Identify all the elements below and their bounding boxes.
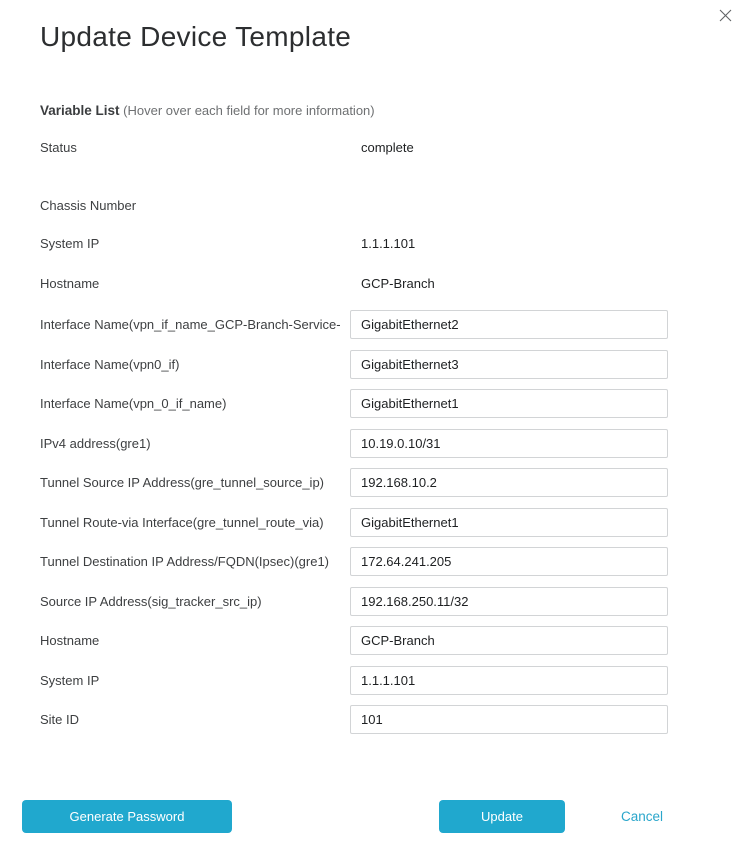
field-label: Site ID (40, 712, 80, 727)
field-row-interface-name-service (40, 310, 752, 339)
field-row-site-id (40, 705, 752, 734)
field-value: GCP-Branch (361, 275, 435, 291)
field-row-tunnel-route-via (40, 508, 752, 537)
field-row-hostname-input (40, 626, 752, 655)
hostname-input[interactable] (350, 626, 668, 655)
variable-list-title: Variable List (40, 103, 120, 118)
field-row-source-ip-tracker (40, 587, 752, 616)
interface-name-vpn-0-if-name-input[interactable] (350, 389, 668, 418)
interface-name-service-input[interactable] (350, 310, 668, 339)
site-id-input[interactable] (350, 705, 668, 734)
variable-list-hint: (Hover over each field for more information) (123, 103, 375, 118)
system-ip-input[interactable] (350, 666, 668, 695)
source-ip-tracker-input[interactable] (350, 587, 668, 616)
variable-list-header (40, 103, 752, 119)
field-row-chassis-number (40, 193, 752, 217)
field-label: Interface Name(vpn0_if) (40, 356, 180, 372)
field-row-tunnel-destination-ip (40, 547, 752, 576)
update-button[interactable]: Update (439, 800, 565, 833)
field-row-system-ip-input (40, 666, 752, 695)
field-label: Interface Name(vpn_if_name_GCP-Branch-Service- (40, 317, 341, 332)
close-icon[interactable] (716, 6, 734, 24)
field-label: IPv4 address(gre1) (40, 435, 151, 451)
field-row-system-ip (40, 231, 752, 255)
field-row-ipv4-address-gre1 (40, 429, 752, 458)
field-label: Tunnel Route-via Interface(gre_tunnel_route_via) (40, 514, 324, 530)
field-label: Source IP Address(sig_tracker_src_ip) (40, 593, 262, 609)
field-label: System IP (40, 672, 100, 688)
cancel-button[interactable]: Cancel (620, 809, 663, 824)
field-label: Hostname (40, 633, 100, 648)
field-label: Chassis Number (40, 197, 137, 213)
field-row-status (40, 135, 752, 159)
field-label: Interface Name(vpn_0_if_name) (40, 396, 227, 411)
tunnel-destination-ip-input[interactable] (350, 547, 668, 576)
ipv4-address-gre1-input[interactable] (350, 429, 668, 458)
field-value: complete (361, 139, 414, 155)
field-label: Hostname (40, 275, 100, 291)
field-label: Status (40, 139, 77, 155)
interface-name-vpn0-if-input[interactable] (350, 350, 668, 379)
field-label: System IP (40, 235, 100, 251)
field-label: Tunnel Destination IP Address/FQDN(Ipsec)(gre1) (40, 554, 330, 569)
variable-list (0, 135, 752, 734)
field-row-tunnel-source-ip (40, 468, 752, 497)
field-value: 1.1.1.101 (361, 235, 416, 251)
tunnel-source-ip-input[interactable] (350, 468, 668, 497)
tunnel-route-via-input[interactable] (350, 508, 668, 537)
dialog-footer (0, 800, 752, 833)
field-label: Tunnel Source IP Address(gre_tunnel_source_ip) (40, 475, 325, 490)
dialog-title: Update Device Template (40, 21, 352, 52)
generate-password-button[interactable]: Generate Password (22, 800, 232, 833)
field-row-interface-name-vpn-0-if-name (40, 389, 752, 418)
field-row-hostname (40, 271, 752, 295)
field-row-interface-name-vpn0-if (40, 350, 752, 379)
